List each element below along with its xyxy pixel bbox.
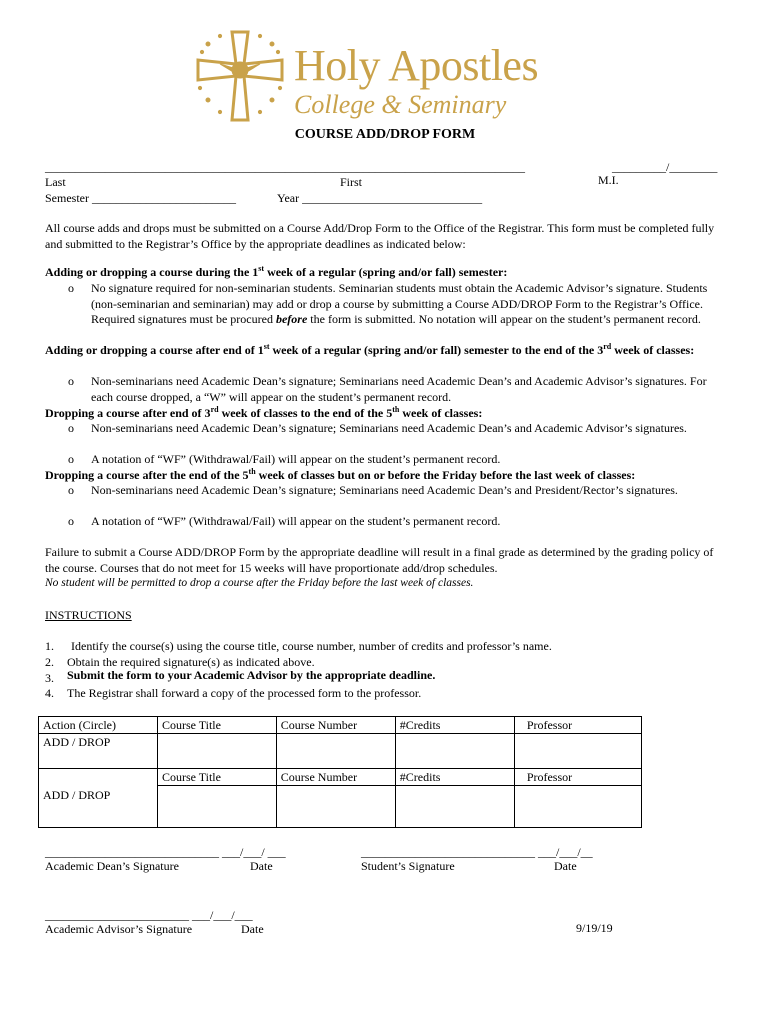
rule-heading-3: Dropping a course after end of 3rd week of classes to the end of the 5th week of classes:: [45, 405, 483, 420]
instruction-item: The Registrar shall forward a copy of the processed form to the professor.: [67, 686, 422, 700]
student-signature-line[interactable]: _____________________________ ___/___/__: [361, 845, 593, 859]
rule-heading-4: Dropping a course after the end of the 5th week of classes but on or before the Friday before the last week of classes:: [45, 467, 636, 482]
bullet-marker: o: [68, 452, 74, 466]
dean-signature-line[interactable]: _____________________________ ___/___/ ___: [45, 845, 286, 859]
rule-3-bullet-1: Non-seminarians need Academic Dean’s signature; Seminarians need Academic Dean’s and Academic Advisor’s signatures.: [91, 421, 687, 435]
bullet-marker: o: [68, 421, 74, 435]
instruction-num: 1.: [45, 639, 54, 653]
course-number-header: Course Number: [276, 717, 395, 734]
professor-header: Professor: [514, 769, 641, 786]
dean-signature-label: Academic Dean’s Signature: [45, 859, 179, 873]
add-drop-choice[interactable]: ADD / DROP: [39, 734, 158, 769]
date-label: Date: [250, 859, 273, 873]
instruction-item: Submit the form to your Academic Advisor by the appropriate deadline.: [67, 668, 436, 682]
credits-header: #Credits: [395, 769, 514, 786]
logo-subtitle: College & Seminary: [294, 90, 507, 119]
course-title-cell[interactable]: [157, 786, 276, 828]
course-title-header: Course Title: [157, 769, 276, 786]
mi-label: M.I.: [598, 173, 619, 187]
date-label: Date: [554, 859, 577, 873]
year-field[interactable]: Year ______________________________: [277, 191, 483, 205]
table-row: [39, 717, 642, 734]
professor-cell[interactable]: [514, 786, 641, 828]
advisor-signature-line[interactable]: ________________________ ___/___/___: [45, 908, 253, 922]
add-drop-choice[interactable]: ADD / DROP: [39, 786, 158, 828]
professor-cell[interactable]: [514, 734, 641, 769]
semester-field[interactable]: Semester ________________________: [45, 191, 236, 205]
first-label: First: [340, 175, 363, 189]
logo-title: Holy Apostles: [294, 41, 539, 90]
rule-3-bullet-2: A notation of “WF” (Withdrawal/Fail) will appear on the student’s permanent record.: [91, 452, 501, 466]
course-number-cell[interactable]: [276, 734, 395, 769]
credits-header: #Credits: [395, 717, 514, 734]
professor-header: Professor: [514, 717, 641, 734]
date-label: Date: [241, 922, 264, 936]
course-title-cell[interactable]: [157, 734, 276, 769]
action-header: Action (Circle): [39, 717, 158, 734]
no-student-note: No student will be permitted to drop a course after the Friday before the last week of classes.: [45, 577, 474, 589]
credits-cell[interactable]: [395, 786, 514, 828]
instruction-num: 2.: [45, 655, 54, 669]
advisor-signature-label: Academic Advisor’s Signature: [45, 922, 193, 936]
cross-emblem-icon: [190, 26, 290, 126]
rule-2-bullet-1: Non-seminarians need Academic Dean’s signature; Seminarians need Academic Dean’s and Academic Advisor’s signatures. For each course dropped, a “W” will appear on the student’s permanent record.: [91, 374, 707, 404]
failure-paragraph: Failure to submit a Course ADD/DROP Form by the appropriate deadline will result in a final grade as determined by the grading policy of the course. Courses that do not meet for 15 weeks will have proportionate add/drop schedules.: [45, 545, 714, 575]
table-row: [39, 734, 642, 769]
rule-heading-1: Adding or dropping a course during the 1st week of a regular (spring and/or fall) semester:: [45, 264, 508, 279]
intro-paragraph: All course adds and drops must be submitted on a Course Add/Drop Form to the Office of the Registrar. This form must be completed fully and submitted to the Registrar’s Office by the appropriate deadlines as indicated below:: [45, 221, 715, 251]
rule-1-bullet-1: No signature required for non-seminarian students. Seminarian students must obtain the Academic Advisor’s signature. Students (non-seminarian and seminarian) may add or drop a course by submitting a Course ADD/DROP Form to the Registrar’s Office. Required signatures must be procured before the form is submitted. No notation will appear on the student’s permanent record.: [91, 281, 708, 326]
course-number-header: Course Number: [276, 769, 395, 786]
instruction-num: 4.: [45, 686, 54, 700]
bullet-marker: o: [68, 483, 74, 497]
rule-4-bullet-1: Non-seminarians need Academic Dean’s signature; Seminarians need Academic Dean’s and President/Rector’s signatures.: [91, 483, 678, 497]
name-line[interactable]: ________________________________________________________________________________: [45, 160, 525, 174]
course-title-header: Course Title: [157, 717, 276, 734]
instruction-item: Identify the course(s) using the course title, course number, number of credits and professor’s name.: [71, 639, 552, 653]
form-title: COURSE ADD/DROP FORM: [294, 127, 476, 142]
action-spacer: [39, 769, 158, 786]
student-signature-label: Student’s Signature: [361, 859, 455, 873]
bullet-marker: o: [68, 374, 74, 388]
table-row: [39, 786, 642, 828]
course-number-cell[interactable]: [276, 786, 395, 828]
credits-cell[interactable]: [395, 734, 514, 769]
table-row: [39, 769, 642, 786]
bullet-marker: o: [68, 514, 74, 528]
rule-heading-2: Adding or dropping a course after end of 1st week of a regular (spring and/or fall) semester to the end of the 3rd week of classes:: [45, 342, 695, 357]
mi-line[interactable]: _________/________: [612, 160, 718, 174]
college-logo: [190, 26, 570, 130]
form-revision-date: 9/19/19: [576, 921, 613, 935]
course-table: [38, 716, 642, 828]
instruction-item: Obtain the required signature(s) as indicated above.: [67, 655, 315, 669]
instructions-heading: INSTRUCTIONS: [45, 608, 132, 622]
bullet-marker: o: [68, 281, 74, 295]
rule-4-bullet-2: A notation of “WF” (Withdrawal/Fail) will appear on the student’s permanent record.: [91, 514, 501, 528]
last-label: Last: [45, 175, 66, 189]
instruction-num: 3.: [45, 671, 54, 685]
